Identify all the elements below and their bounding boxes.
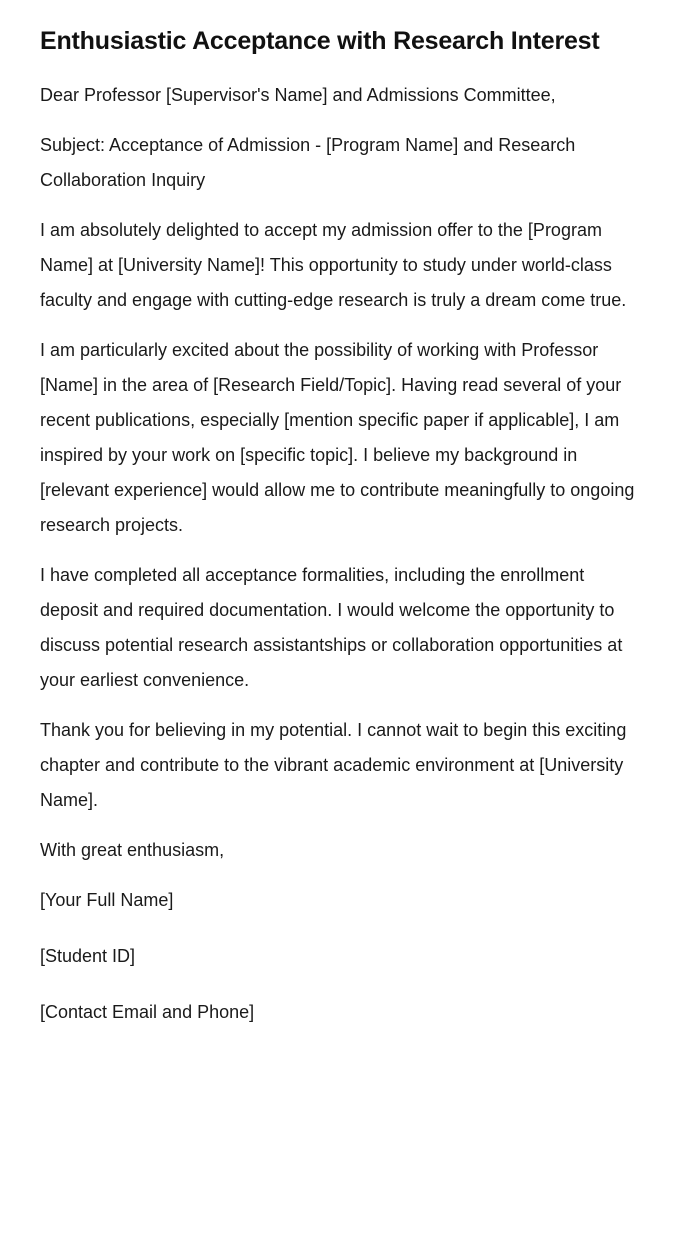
page-title: Enthusiastic Acceptance with Research Interest	[40, 27, 600, 55]
salutation-paragraph: Dear Professor [Supervisor's Name] and Admissions Committee,	[40, 85, 556, 105]
closing-line: With great enthusiasm,	[40, 840, 225, 860]
letter-body	[40, 78, 640, 1030]
signature-block	[40, 883, 640, 1030]
signature-full-name: [Your Full Name]	[40, 890, 174, 910]
acceptance-paragraph: I am absolutely delighted to accept my admission offer to the [Program Name] at [University Name]! This opportunity to study under world-class faculty and engage with cutting-edge research is truly a dream come true.	[40, 220, 627, 310]
research-interest-paragraph: I am particularly excited about the possibility of working with Professor [Name] in the area of [Research Field/Topic]. Having read several of your recent publications, especially [mention specific paper if applicable], I am inspired by your work on [specific topic]. I believe my background in [relevant experience] would allow me to contribute meaningfully to ongoing research projects.	[40, 340, 635, 535]
formalities-paragraph: I have completed all acceptance formalities, including the enrollment deposit and required documentation. I would welcome the opportunity to discuss potential research assistantships or collaboration opportunities at your earliest convenience.	[40, 565, 623, 690]
signature-contact: [Contact Email and Phone]	[40, 1002, 255, 1022]
subject-paragraph: Subject: Acceptance of Admission - [Program Name] and Research Collaboration Inquiry	[40, 135, 576, 190]
signature-student-id: [Student ID]	[40, 946, 136, 966]
thanks-paragraph: Thank you for believing in my potential. I cannot wait to begin this exciting chapter and contribute to the vibrant academic environment at [University Name].	[40, 720, 627, 810]
